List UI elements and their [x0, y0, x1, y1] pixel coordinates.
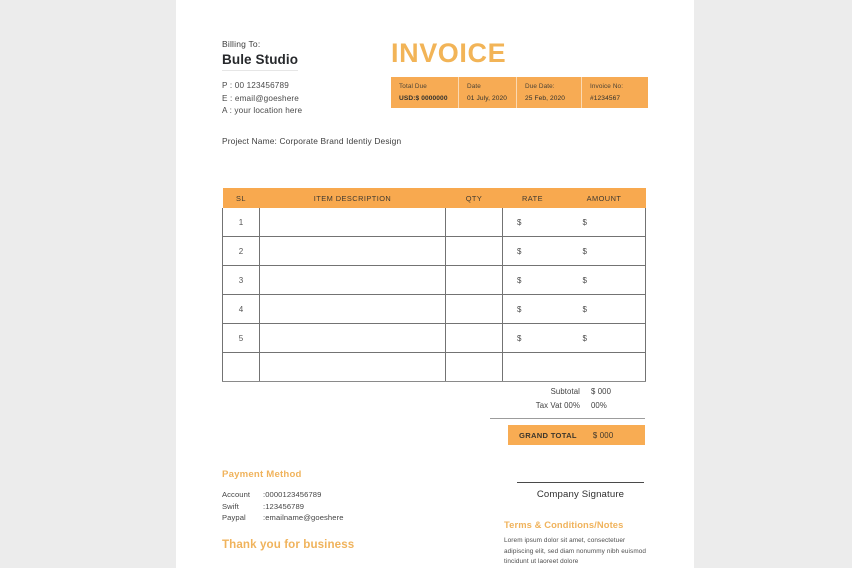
terms-and-conditions-block: [504, 518, 648, 568]
cell-amount[interactable]: $: [563, 208, 646, 237]
cell-description[interactable]: [260, 324, 446, 353]
payment-row-account: [222, 489, 422, 501]
invoice-meta-strip: [391, 77, 648, 108]
payment-key-swift: Swift: [222, 501, 239, 511]
invoice-title: INVOICE: [391, 38, 507, 68]
table-row[interactable]: [223, 237, 646, 266]
meta-value-date: 01 July, 2020: [467, 95, 508, 102]
items-table-body: [223, 208, 646, 382]
invoice-title-block: [391, 38, 648, 108]
cell-rate[interactable]: $: [503, 237, 563, 266]
meta-value-invoice-no: #1234567: [590, 95, 621, 102]
billing-to-label: Billing To:: [222, 39, 261, 49]
cell-amount[interactable]: $: [563, 237, 646, 266]
payment-key-account: Account: [222, 490, 251, 499]
cell-amount[interactable]: $: [563, 266, 646, 295]
cell-description[interactable]: [260, 353, 446, 382]
column-header-amount: AMOUNT: [563, 188, 646, 208]
tax-value: 00%: [591, 401, 607, 410]
cell-description[interactable]: [260, 208, 446, 237]
payment-value-paypal: :emailname@goeshere: [263, 513, 344, 522]
payment-details-list: [222, 489, 422, 524]
tax-row: [490, 399, 645, 413]
billing-email: E : email@goeshere: [222, 93, 300, 103]
meta-label-total-due: Total Due: [399, 83, 427, 90]
billing-address: A : your location here: [222, 106, 303, 116]
meta-cell-invoice-no: [582, 77, 648, 108]
cell-sl: 2: [223, 237, 260, 266]
meta-cell-total-due: [391, 77, 459, 108]
invoice-content: [222, 0, 648, 568]
cell-amount[interactable]: $: [563, 295, 646, 324]
table-row[interactable]: [223, 295, 646, 324]
column-header-sl: SL: [223, 188, 260, 208]
column-header-qty: QTY: [446, 188, 503, 208]
table-row[interactable]: [223, 208, 646, 237]
grand-total-label: GRAND TOTAL: [519, 430, 577, 440]
meta-label-invoice-no: Invoice No:: [590, 83, 624, 90]
table-row[interactable]: [223, 324, 646, 353]
meta-value-due-date: 25 Feb, 2020: [525, 95, 566, 102]
meta-cell-date: [459, 77, 517, 108]
payment-value-account: :0000123456789: [263, 490, 322, 499]
grand-total-bar: [508, 425, 645, 445]
totals-divider: [490, 418, 645, 419]
subtotal-row: [490, 385, 645, 399]
table-row[interactable]: [223, 353, 646, 382]
cell-sl: 1: [223, 208, 260, 237]
subtotal-value: $ 000: [591, 387, 612, 396]
payment-method-heading: Payment Method: [222, 469, 302, 480]
cell-sl: 5: [223, 324, 260, 353]
cell-qty[interactable]: [446, 266, 503, 295]
meta-label-due-date: Due Date:: [525, 83, 555, 90]
grand-total-value: $ 000: [592, 430, 614, 440]
terms-heading: Terms & Conditions/Notes: [504, 519, 624, 530]
items-table: [222, 188, 646, 382]
payment-row-paypal: [222, 512, 422, 524]
cell-qty[interactable]: [446, 208, 503, 237]
cell-rate[interactable]: $: [503, 324, 563, 353]
payment-row-swift: [222, 501, 422, 513]
payment-key-paypal: Paypal: [222, 513, 246, 522]
billing-company-name: Bule Studio: [222, 51, 298, 71]
items-table-head: [223, 188, 646, 208]
cell-qty[interactable]: [446, 295, 503, 324]
cell-rate[interactable]: $: [503, 266, 563, 295]
meta-value-total-due: USD:$ 0000000: [399, 95, 448, 102]
meta-label-date: Date: [467, 83, 481, 90]
payment-value-swift: :123456789: [263, 501, 305, 511]
signature-line: [517, 482, 644, 483]
cell-description[interactable]: [260, 295, 446, 324]
invoice-page: [176, 0, 694, 568]
cell-qty[interactable]: [446, 353, 503, 382]
meta-cell-due-date: [517, 77, 582, 108]
cell-sl: 4: [223, 295, 260, 324]
cell-rate[interactable]: [503, 353, 563, 382]
subtotal-label: Subtotal: [550, 387, 580, 396]
table-row[interactable]: [223, 266, 646, 295]
tax-label: Tax Vat 00%: [535, 401, 580, 410]
invoice-header: [222, 38, 648, 128]
project-name-line: Project Name: Corporate Brand Identiy Design: [222, 136, 402, 146]
cell-qty[interactable]: [446, 237, 503, 266]
cell-rate[interactable]: $: [503, 295, 563, 324]
cell-sl: [223, 353, 260, 382]
column-header-rate: RATE: [503, 188, 563, 208]
company-signature-block: [513, 482, 648, 500]
cell-rate[interactable]: $: [503, 208, 563, 237]
items-header-row: [223, 188, 646, 208]
billing-phone: P : 00 123456789: [222, 81, 289, 90]
company-signature-label: Company Signature: [536, 489, 625, 500]
cell-qty[interactable]: [446, 324, 503, 353]
terms-body-text: Lorem ipsum dolor sit amet, consectetuer adipiscing elit, sed diam nonummy nibh euismod tincidunt ut laoreet dolore: [504, 537, 647, 565]
cell-description[interactable]: [260, 237, 446, 266]
totals-block: [490, 385, 645, 445]
cell-sl: 3: [223, 266, 260, 295]
thank-you-message: Thank you for business: [222, 537, 355, 551]
payment-method-block: [222, 468, 422, 552]
cell-amount[interactable]: [563, 353, 646, 382]
cell-description[interactable]: [260, 266, 446, 295]
column-header-item-description: ITEM DESCRIPTION: [260, 188, 446, 208]
cell-amount[interactable]: $: [563, 324, 646, 353]
